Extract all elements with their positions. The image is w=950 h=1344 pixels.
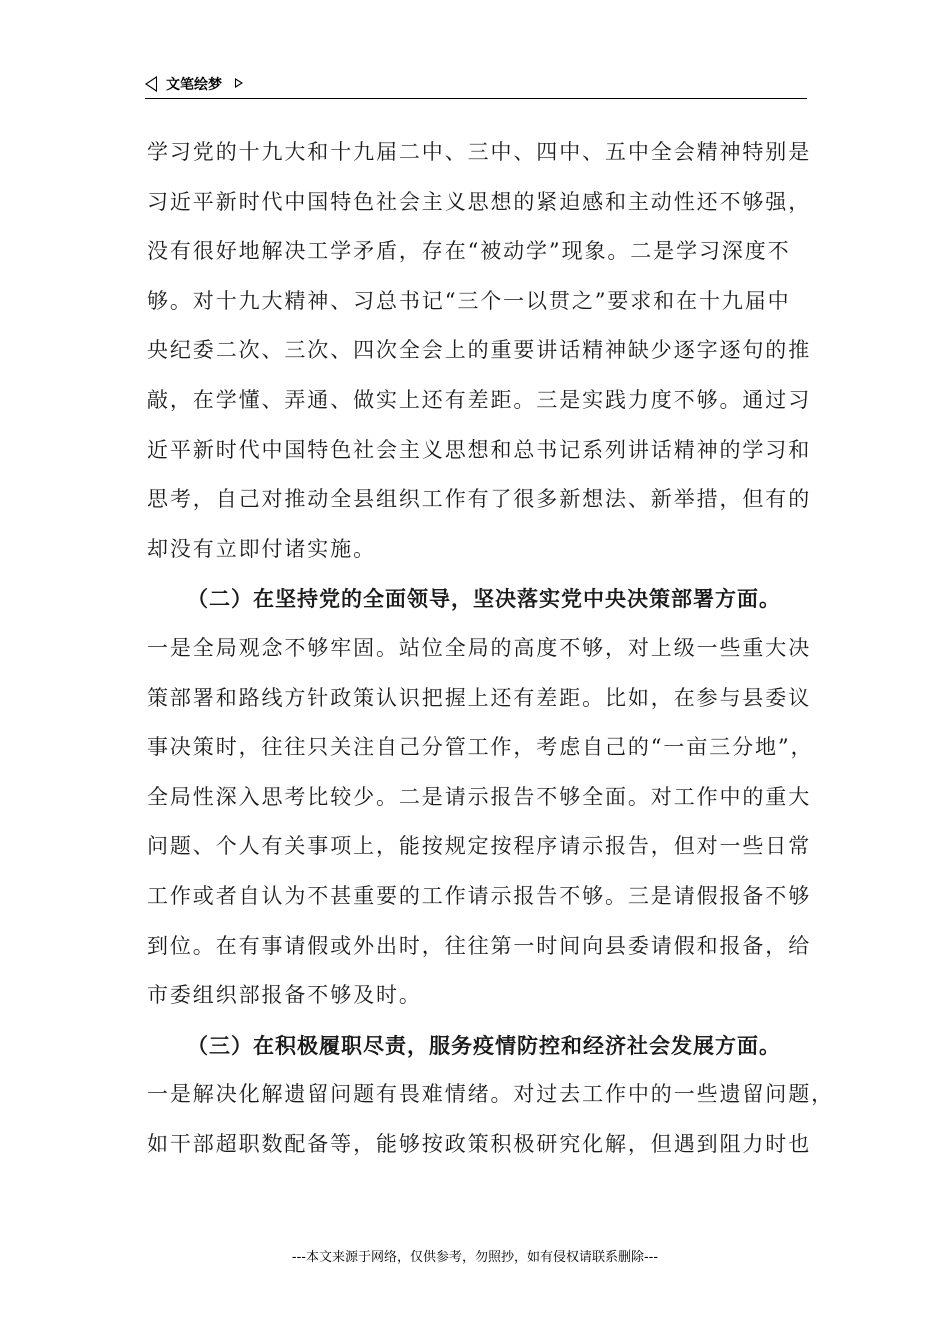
text-line: 到位。在有事请假或外出时，往往第一时间向县委请假和报备，给 bbox=[147, 933, 812, 958]
brand-name: 文笔绘梦 bbox=[166, 77, 222, 93]
text-line: 事决策时，往往只关注自己分管工作，考虑自己的“一亩三分地”， bbox=[147, 735, 814, 760]
section-heading: （三）在积极履职尽责，服务疫情防控和经济社会发展方面。 bbox=[187, 1032, 781, 1058]
text-line: 够。对十九大精神、习总书记“三个一以贯之”要求和在十九届中 bbox=[147, 288, 791, 313]
footer-disclaimer: ---本文来源于网络，仅供参考，勿照抄，如有侵权请联系删除--- bbox=[291, 1250, 659, 1265]
text-line: 央纪委二次、三次、四次全会上的重要讲话精神缺少逐字逐句的推 bbox=[147, 338, 812, 363]
text-line: 工作或者自认为不甚重要的工作请示报告不够。三是请假报备不够 bbox=[147, 883, 812, 908]
text-line: 没有很好地解决工学矛盾，存在“被动学”现象。二是学习深度不 bbox=[147, 239, 791, 264]
text-line: 一是全局观念不够牢固。站位全局的高度不够，对上级一些重大决 bbox=[147, 635, 812, 660]
text-line: 敲，在学懂、弄通、做实上还有差距。三是实践力度不够。通过习 bbox=[147, 387, 812, 412]
section-heading: （二）在坚持党的全面领导，坚决落实党中央决策部署方面。 bbox=[187, 586, 781, 612]
text-line: 近平新时代中国特色社会主义思想和总书记系列讲话精神的学习和 bbox=[147, 437, 812, 462]
page-header bbox=[145, 72, 807, 99]
text-line: 学习党的十九大和十九届二中、三中、四中、五中全会精神特别是 bbox=[147, 140, 812, 164]
text-line: 习近平新时代中国特色社会主义思想的紧迫感和主动性还不够强， bbox=[147, 189, 812, 214]
text-line: 全局性深入思考比较少。二是请示报告不够全面。对工作中的重大 bbox=[147, 784, 812, 809]
text-line: 却没有立即付诸实施。 bbox=[147, 536, 376, 561]
document-body bbox=[147, 128, 834, 1169]
text-line: 一是解决化解遗留问题有畏难情绪。对过去工作中的一些遗留问题， bbox=[147, 1082, 834, 1107]
text-line: 问题、个人有关事项上，能按规定按程序请示报告，但对一些日常 bbox=[147, 834, 812, 859]
triangle-right-icon bbox=[235, 78, 243, 88]
triangle-left-icon bbox=[145, 76, 157, 92]
text-line: 策部署和路线方针政策认识把握上还有差距。比如，在参与县委议 bbox=[147, 685, 812, 710]
text-line: 市委组织部报备不够及时。 bbox=[147, 983, 422, 1008]
text-line: 如干部超职数配备等，能够按政策积极研究化解，但遇到阻力时也 bbox=[147, 1131, 812, 1156]
text-line: 思考，自己对推动全县组织工作有了很多新想法、新举措，但有的 bbox=[147, 487, 812, 512]
